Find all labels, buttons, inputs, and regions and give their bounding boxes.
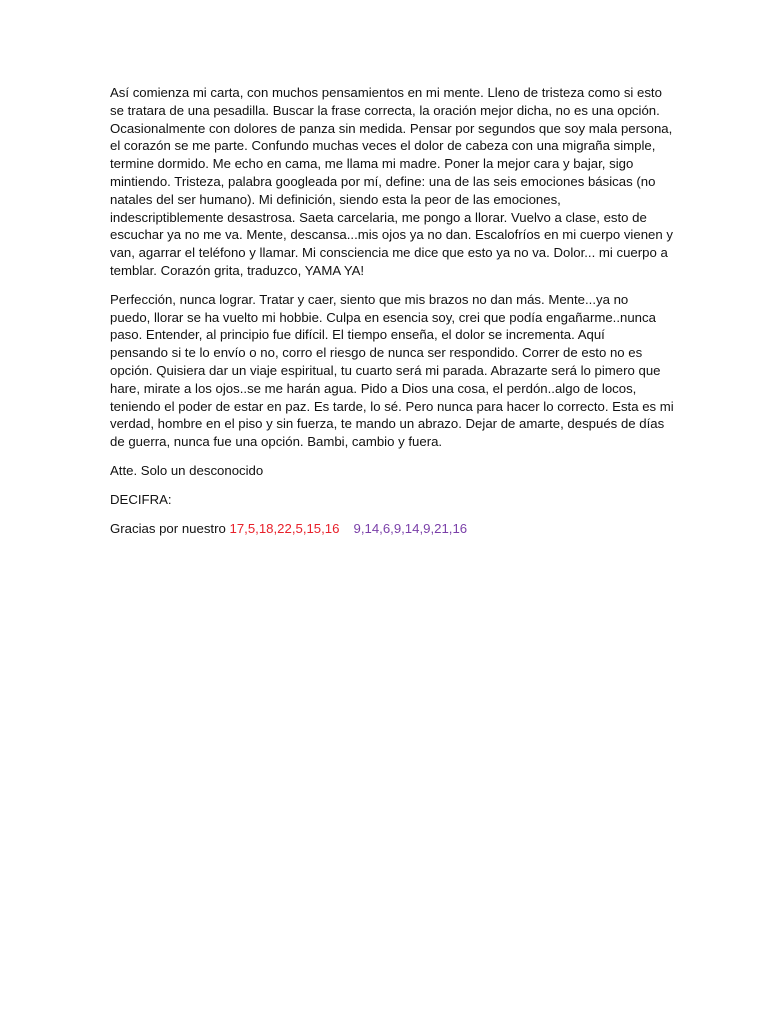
letter-paragraph-2	[110, 291, 674, 451]
document-page	[110, 84, 674, 548]
paragraph-2-line: verdad, hombre en el piso y sin fuerza, te mando un abrazo. Dejar de amarte, después de días	[110, 416, 665, 432]
paragraph-1-line: indescriptiblemente desastrosa. Saeta carcelaria, me pongo a llorar. Vuelvo a clase, esto de	[110, 209, 647, 225]
thanks-prefix: Gracias por nuestro	[110, 520, 226, 536]
paragraph-2-line: de guerra, nunca fue una opción. Bambi, cambio y fuera.	[110, 434, 443, 450]
paragraph-1-line: Así comienza mi carta, con muchos pensamientos en mi mente. Lleno de tristeza como si esto	[110, 85, 662, 100]
paragraph-1-line: temblar. Corazón grita, traduzco, YAMA YA!	[110, 262, 365, 278]
code-purple: 9,14,6,9,14,9,21,16	[353, 520, 468, 536]
paragraph-1-line: el corazón se me parte. Confundo muchas veces el dolor de cabeza con una migraña simple,	[110, 138, 656, 154]
paragraph-2-line: teniendo el poder de estar en paz. Es tarde, lo sé. Pero nunca para hacer lo correcto. Esta es mi	[110, 398, 674, 414]
paragraph-1-line: termine dormido. Me echo en cama, me llama mi madre. Poner la mejor cara y bajar, sigo	[110, 156, 634, 172]
paragraph-1-line: van, agarrar el teléfono y llamar. Mi consciencia me dice que esto ya no va. Dolor... mi cuerpo a	[110, 245, 668, 261]
signature	[110, 462, 670, 480]
thanks-line	[110, 520, 670, 538]
paragraph-2-line: puedo, llorar se ha vuelto mi hobbie. Culpa en esencia soy, crei que podía engañarme..nunca	[110, 309, 656, 325]
decipher-heading	[110, 491, 670, 509]
paragraph-2-line: paso. Entender, al principio fue difícil. El tiempo enseña, el dolor se incrementa. Aquí	[110, 327, 605, 343]
paragraph-1-line: mintiendo. Tristeza, palabra googleada por mí, define: una de las seis emociones básicas (no	[110, 173, 656, 189]
paragraph-1-line: natales del ser humano). Mi definición, siendo esta la peor de las emociones,	[110, 191, 561, 207]
code-red: 17,5,18,22,5,15,16	[229, 520, 340, 536]
decipher-label: DECIFRA:	[110, 491, 172, 507]
paragraph-2-line: hare, mirate a los ojos..se me harán agua. Pido a Dios una cosa, el perdón..algo de locos,	[110, 380, 637, 396]
paragraph-1-line: Ocasionalmente con dolores de panza sin medida. Pensar por segundos que soy mala persona,	[110, 120, 673, 136]
letter-paragraph-1	[110, 84, 673, 280]
paragraph-1-line: escuchar ya no me va. Mente, descansa...mis ojos ya no dan. Escalofríos en mi cuerpo vienen y	[110, 227, 673, 243]
paragraph-2-line: opción. Quisiera dar un viaje espiritual, tu cuarto será mi parada. Abrazarte será lo pimero que	[110, 362, 661, 378]
paragraph-2-line: Perfección, nunca lograr. Tratar y caer, siento que mis brazos no dan más. Mente...ya no	[110, 291, 629, 307]
paragraph-2-line: pensando si te lo envío o no, corro el riesgo de nunca ser respondido. Correr de esto no es	[110, 345, 643, 361]
paragraph-1-line: se tratara de una pesadilla. Buscar la frase correcta, la oración mejor dicha, no es una opción.	[110, 102, 660, 118]
signature-text: Atte. Solo un desconocido	[110, 462, 264, 478]
